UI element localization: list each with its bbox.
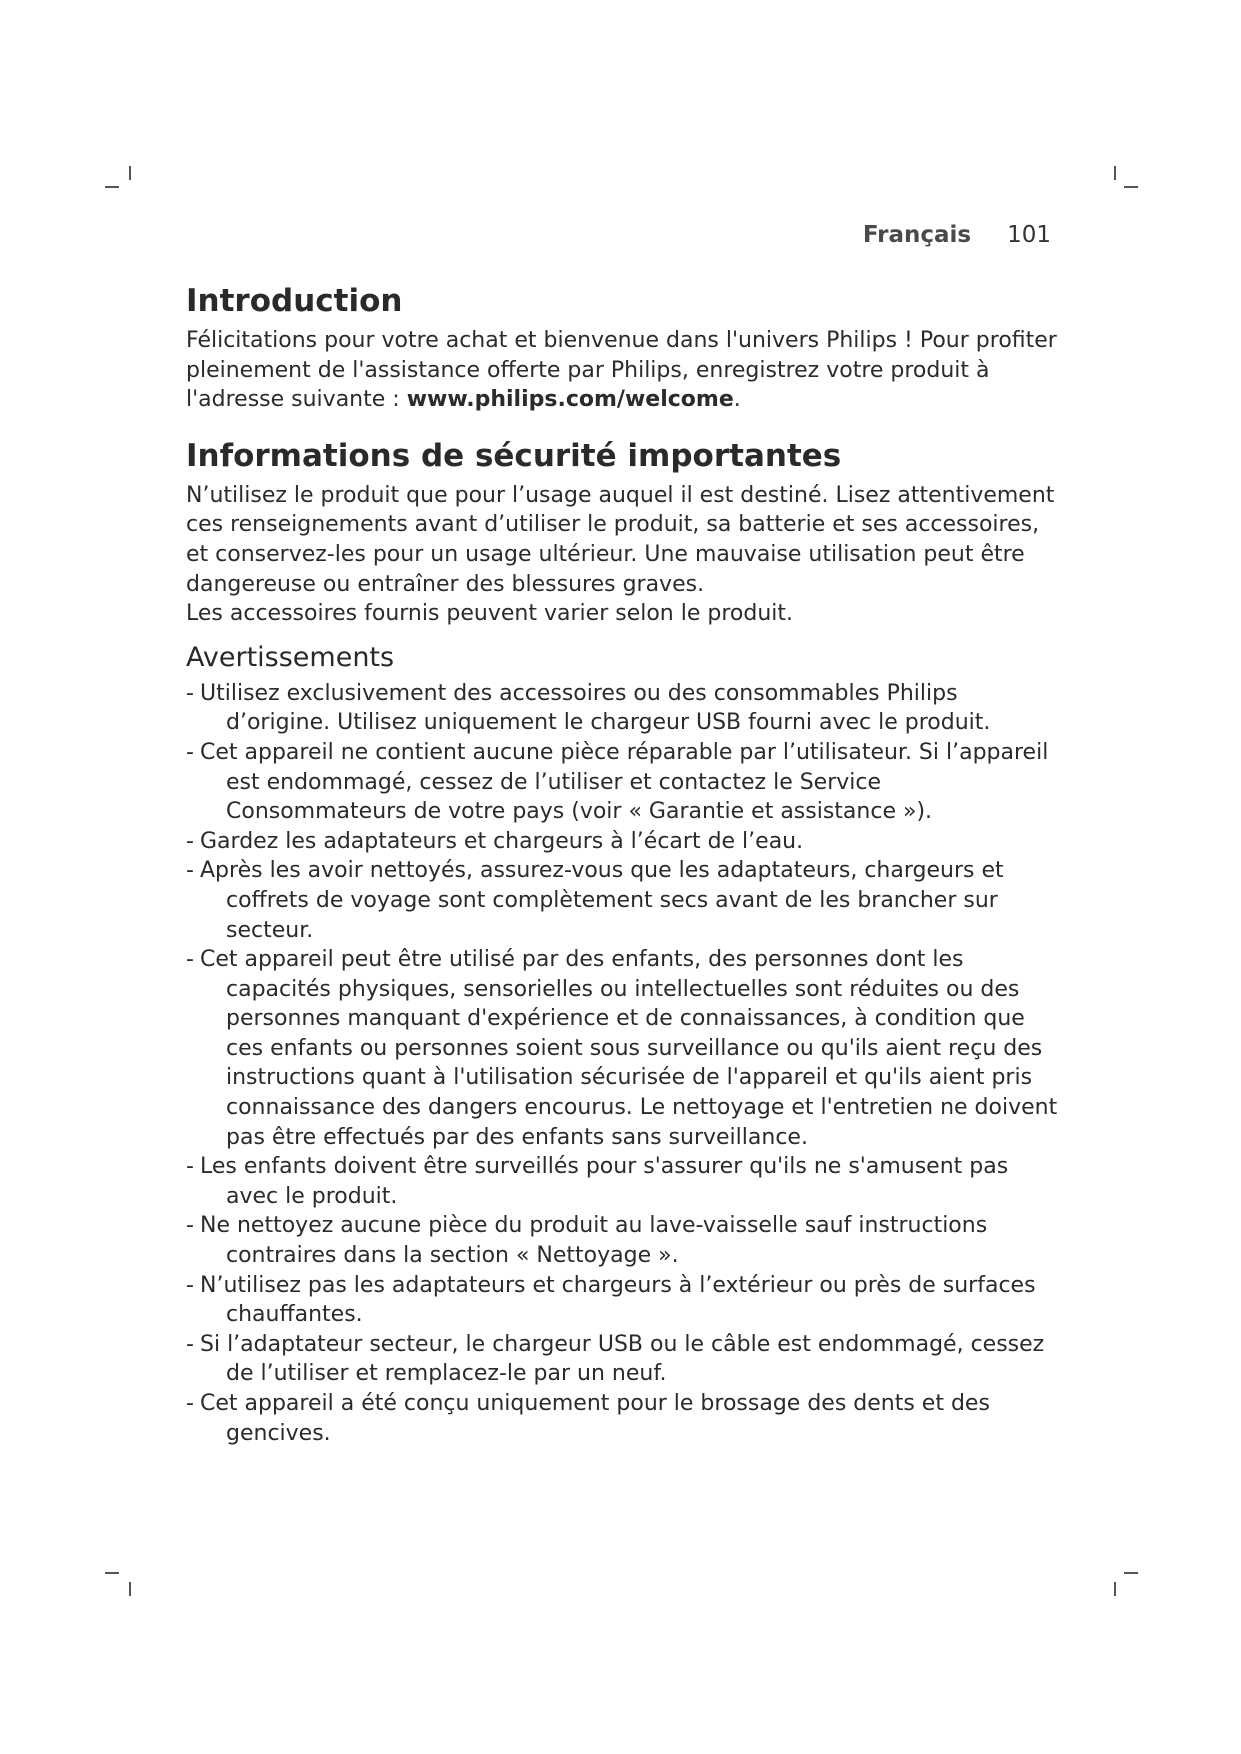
crop-mark-bottom-right-h [1124, 1572, 1138, 1574]
crop-mark-top-left-v [129, 166, 131, 180]
list-item: - Cet appareil a été conçu uniquement pour le brossage des dents et des gencives. [186, 1391, 990, 1446]
welcome-url: www.philips.com/welcome [406, 387, 734, 413]
intro-title: Introduction [186, 283, 403, 319]
warnings-list [186, 679, 1066, 1448]
list-item: - Les enfants doivent être surveillés pour s'assurer qu'ils ne s'amusent pas avec le produit. [186, 1154, 1009, 1209]
safety-title: Informations de sécurité importantes [186, 437, 842, 474]
list-item: - Cet appareil peut être utilisé par des enfants, des personnes dont les capacités physiques, sensorielles ou intellectuelles sont réduites ou des personnes manquant d'expérience et de connaissances, à condition que ces enfants ou personnes soient sous surveillance ou qu'ils aient reçu des instructions quant à l'utilisation sécurisée de l'appareil et qu'ils aient pris connaissance des dangers encourus. Le nettoyage et l'entretien ne doivent pas être effectués par des enfants sans surveillance. [186, 947, 1058, 1150]
intro-text: Félicitations pour votre achat et bienvenue dans l'univers Philips ! Pour profiter pleinement de l'assistance offerte par Philips, enregistrez votre produit à l'adresse suivante : [186, 328, 1057, 413]
crop-mark-top-right-v [1114, 166, 1116, 180]
crop-mark-top-left-h [105, 186, 119, 188]
page-header [863, 222, 1051, 248]
list-item: - Si l’adaptateur secteur, le chargeur USB ou le câble est endommagé, cessez de l’utiliser et remplacez-le par un neuf. [186, 1331, 1045, 1387]
page-content [186, 282, 1066, 1448]
list-item: - Gardez les adaptateurs et chargeurs à l’écart de l’eau. [186, 828, 804, 854]
list-item: - Ne nettoyez aucune pièce du produit au lave-vaisselle sauf instructions contraires dans la section « Nettoyage ». [186, 1213, 988, 1269]
warnings-title: Avertissements [186, 641, 395, 673]
list-item: - Après les avoir nettoyés, assurez-vous que les adaptateurs, chargeurs et coffrets de voyage sont complètement secs avant de les brancher sur secteur. [186, 858, 1004, 943]
list-item: - Utilisez exclusivement des accessoires ou des consommables Philips d’origine. Utilisez uniquement le chargeur USB fourni avec le produit. [186, 680, 991, 736]
crop-mark-top-right-h [1124, 186, 1138, 188]
intro-text-end: . [733, 387, 741, 413]
crop-mark-bottom-right-v [1114, 1582, 1116, 1596]
list-item: - Cet appareil ne contient aucune pièce réparable par l’utilisateur. Si l’appareil est endommagé, cessez de l’utiliser et contactez le Service Consommateurs de votre pays (voir « Garantie et assistance »). [186, 739, 1049, 825]
crop-mark-bottom-left-h [105, 1572, 119, 1574]
language-label: Français [862, 222, 972, 248]
safety-paragraph-1: N’utilisez le produit que pour l’usage auquel il est destiné. Lisez attentivement ces renseignements avant d’utiliser le produit, sa batterie et ses accessoires, et conservez-les pour un usage ultérieur. Une mauvaise utilisation peut être dangereuse ou entraîner des blessures graves. [186, 482, 1055, 597]
list-item: - N’utilisez pas les adaptateurs et chargeurs à l’extérieur ou près de surfaces chauffantes. [186, 1272, 1036, 1328]
page-number: 101 [1007, 222, 1051, 248]
intro-paragraph [186, 326, 1066, 415]
crop-mark-bottom-left-v [129, 1582, 131, 1596]
safety-paragraph-2: Les accessoires fournis peuvent varier selon le produit. [186, 601, 793, 627]
